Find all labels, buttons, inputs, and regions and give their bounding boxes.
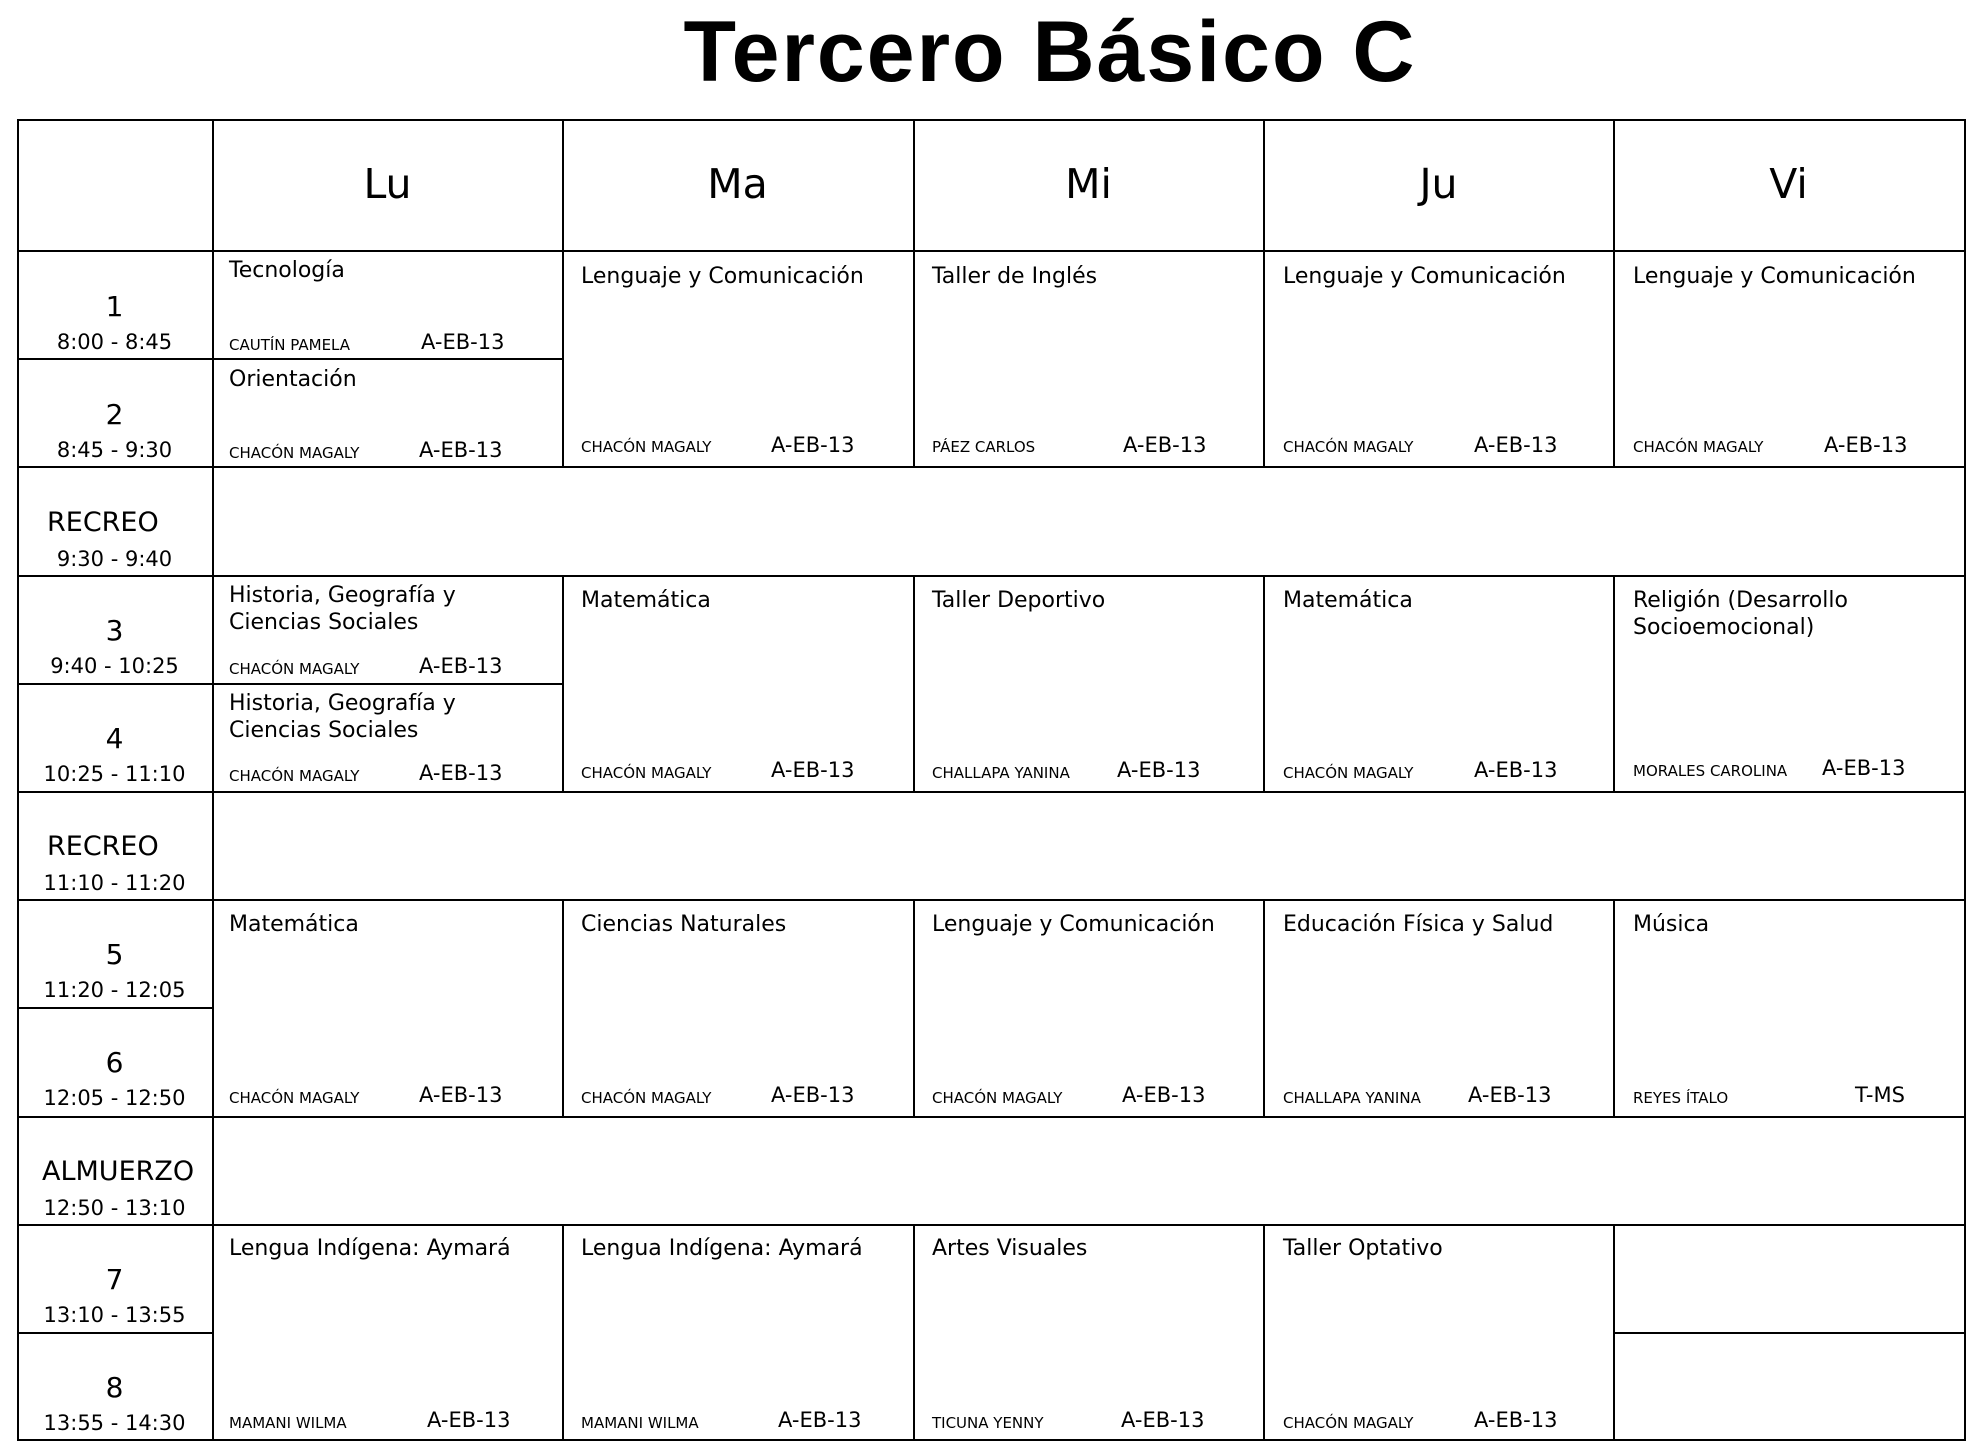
class-teacher: MORALES CAROLINA xyxy=(1633,762,1788,780)
class-room: A-EB-13 xyxy=(419,654,503,678)
class-room: A-EB-13 xyxy=(1474,433,1558,457)
class-subject: Taller de Inglés xyxy=(932,264,1098,289)
grid-line xyxy=(17,466,1965,468)
grid-line xyxy=(1613,1332,1965,1334)
page-title: Tercero Básico C xyxy=(683,4,1417,100)
grid-line xyxy=(1613,575,1615,792)
grid-line xyxy=(17,791,1965,793)
class-room: A-EB-13 xyxy=(1474,1408,1558,1432)
class-teacher: CHALLAPA YANINA xyxy=(1283,1089,1421,1107)
class-teacher: REYES ÍTALO xyxy=(1633,1089,1729,1107)
grid-line xyxy=(1263,1224,1265,1441)
grid-line xyxy=(17,575,1965,577)
day-header-ju: Ju xyxy=(1419,160,1458,208)
grid-line xyxy=(17,1224,1965,1226)
day-header-lu: Lu xyxy=(363,160,412,208)
class-subject: Socioemocional) xyxy=(1633,615,1815,640)
class-room: A-EB-13 xyxy=(421,330,505,354)
grid-line xyxy=(212,119,214,1441)
class-teacher: CHACÓN MAGALY xyxy=(1283,1414,1414,1432)
class-subject: Lenguaje y Comunicación xyxy=(581,264,864,289)
slot-number: 4 xyxy=(105,722,124,755)
slot-time: 11:20 - 12:05 xyxy=(43,978,186,1002)
class-subject: Matemática xyxy=(229,912,359,937)
class-subject: Religión (Desarrollo xyxy=(1633,588,1848,613)
class-teacher: PÁEZ CARLOS xyxy=(932,438,1036,456)
class-subject: Matemática xyxy=(581,588,711,613)
class-room: A-EB-13 xyxy=(1822,756,1906,780)
class-teacher: CHACÓN MAGALY xyxy=(581,764,712,782)
class-subject: Lenguaje y Comunicación xyxy=(1283,264,1566,289)
class-subject: Orientación xyxy=(229,367,357,392)
grid-line xyxy=(17,119,1965,121)
class-subject: Educación Física y Salud xyxy=(1283,912,1554,937)
grid-line xyxy=(562,899,564,1117)
grid-line xyxy=(562,575,564,792)
class-teacher: CHACÓN MAGALY xyxy=(1633,438,1764,456)
class-room: A-EB-13 xyxy=(427,1408,511,1432)
class-room: A-EB-13 xyxy=(1468,1083,1552,1107)
class-subject: Artes Visuales xyxy=(932,1236,1088,1261)
class-teacher: CHACÓN MAGALY xyxy=(1283,438,1414,456)
grid-line xyxy=(913,899,915,1117)
class-room: A-EB-13 xyxy=(419,761,503,785)
class-subject: Taller Optativo xyxy=(1283,1236,1443,1261)
slot-number: 8 xyxy=(105,1371,124,1404)
class-subject: Matemática xyxy=(1283,588,1413,613)
class-room: T-MS xyxy=(1855,1083,1905,1107)
grid-line xyxy=(17,358,563,360)
grid-line xyxy=(17,1007,213,1009)
class-room: A-EB-13 xyxy=(771,1083,855,1107)
class-room: A-EB-13 xyxy=(771,433,855,457)
slot-time: 13:10 - 13:55 xyxy=(43,1303,186,1327)
grid-line xyxy=(17,1332,213,1334)
slot-number: 2 xyxy=(105,398,124,431)
slot-number: 7 xyxy=(105,1263,124,1296)
class-room: A-EB-13 xyxy=(1117,758,1201,782)
class-room: A-EB-13 xyxy=(419,1083,503,1107)
grid-line xyxy=(17,1116,1965,1118)
grid-line xyxy=(1263,899,1265,1117)
grid-line xyxy=(1964,119,1966,1441)
class-teacher: CHACÓN MAGALY xyxy=(1283,764,1414,782)
class-room: A-EB-13 xyxy=(1123,433,1207,457)
class-room: A-EB-13 xyxy=(419,438,503,462)
class-teacher: MAMANI WILMA xyxy=(229,1414,347,1432)
class-teacher: CHACÓN MAGALY xyxy=(229,1089,360,1107)
class-subject: Lengua Indígena: Aymará xyxy=(581,1236,863,1261)
class-room: A-EB-13 xyxy=(1824,433,1908,457)
slot-number: 6 xyxy=(105,1046,124,1079)
grid-line xyxy=(1263,575,1265,792)
class-subject: Ciencias Naturales xyxy=(581,912,787,937)
break-label: ALMUERZO xyxy=(42,1156,195,1187)
grid-line xyxy=(913,1224,915,1441)
slot-time: 12:05 - 12:50 xyxy=(43,1086,186,1110)
slot-time: 9:40 - 10:25 xyxy=(50,654,179,678)
class-teacher: CHACÓN MAGALY xyxy=(581,1089,712,1107)
slot-number: 1 xyxy=(105,290,124,323)
grid-line xyxy=(562,1224,564,1441)
class-subject: Historia, Geografía y xyxy=(229,691,456,716)
grid-line xyxy=(17,1439,1965,1441)
class-subject: Lenguaje y Comunicación xyxy=(1633,264,1916,289)
grid-line xyxy=(17,899,1965,901)
grid-line xyxy=(1613,1224,1615,1441)
grid-line xyxy=(1613,899,1615,1117)
slot-number: 5 xyxy=(105,938,124,971)
class-teacher: CHACÓN MAGALY xyxy=(229,767,360,785)
day-header-mi: Mi xyxy=(1065,160,1112,208)
class-subject: Ciencias Sociales xyxy=(229,610,419,635)
slot-number: 3 xyxy=(105,614,124,647)
class-room: A-EB-13 xyxy=(1121,1408,1205,1432)
class-teacher: MAMANI WILMA xyxy=(581,1414,699,1432)
slot-time: 13:55 - 14:30 xyxy=(43,1411,186,1435)
break-label: RECREO xyxy=(47,507,159,538)
day-header-vi: Vi xyxy=(1769,160,1808,208)
class-room: A-EB-13 xyxy=(1122,1083,1206,1107)
break-time: 9:30 - 9:40 xyxy=(56,547,173,571)
class-teacher: CHALLAPA YANINA xyxy=(932,764,1070,782)
class-teacher: CHACÓN MAGALY xyxy=(229,660,360,678)
class-teacher: CHACÓN MAGALY xyxy=(581,438,712,456)
class-teacher: TICUNA YENNY xyxy=(932,1414,1044,1432)
class-subject: Lengua Indígena: Aymará xyxy=(229,1236,511,1261)
class-room: A-EB-13 xyxy=(1474,758,1558,782)
class-subject: Lenguaje y Comunicación xyxy=(932,912,1215,937)
slot-time: 8:45 - 9:30 xyxy=(56,438,173,462)
class-room: A-EB-13 xyxy=(771,758,855,782)
class-subject: Historia, Geografía y xyxy=(229,583,456,608)
grid-line xyxy=(17,250,1965,252)
break-time: 11:10 - 11:20 xyxy=(43,871,186,895)
break-time: 12:50 - 13:10 xyxy=(43,1196,186,1220)
day-header-ma: Ma xyxy=(707,160,768,208)
class-subject: Taller Deportivo xyxy=(932,588,1106,613)
class-teacher: CAUTÍN PAMELA xyxy=(229,336,351,354)
break-label: RECREO xyxy=(47,831,159,862)
class-teacher: CHACÓN MAGALY xyxy=(932,1089,1063,1107)
class-subject: Música xyxy=(1633,912,1710,937)
slot-time: 10:25 - 11:10 xyxy=(43,762,186,786)
class-subject: Tecnología xyxy=(229,258,345,283)
grid-line xyxy=(913,575,915,792)
slot-time: 8:00 - 8:45 xyxy=(56,330,173,354)
class-subject: Ciencias Sociales xyxy=(229,718,419,743)
grid-line xyxy=(17,683,563,685)
class-room: A-EB-13 xyxy=(778,1408,862,1432)
class-teacher: CHACÓN MAGALY xyxy=(229,444,360,462)
